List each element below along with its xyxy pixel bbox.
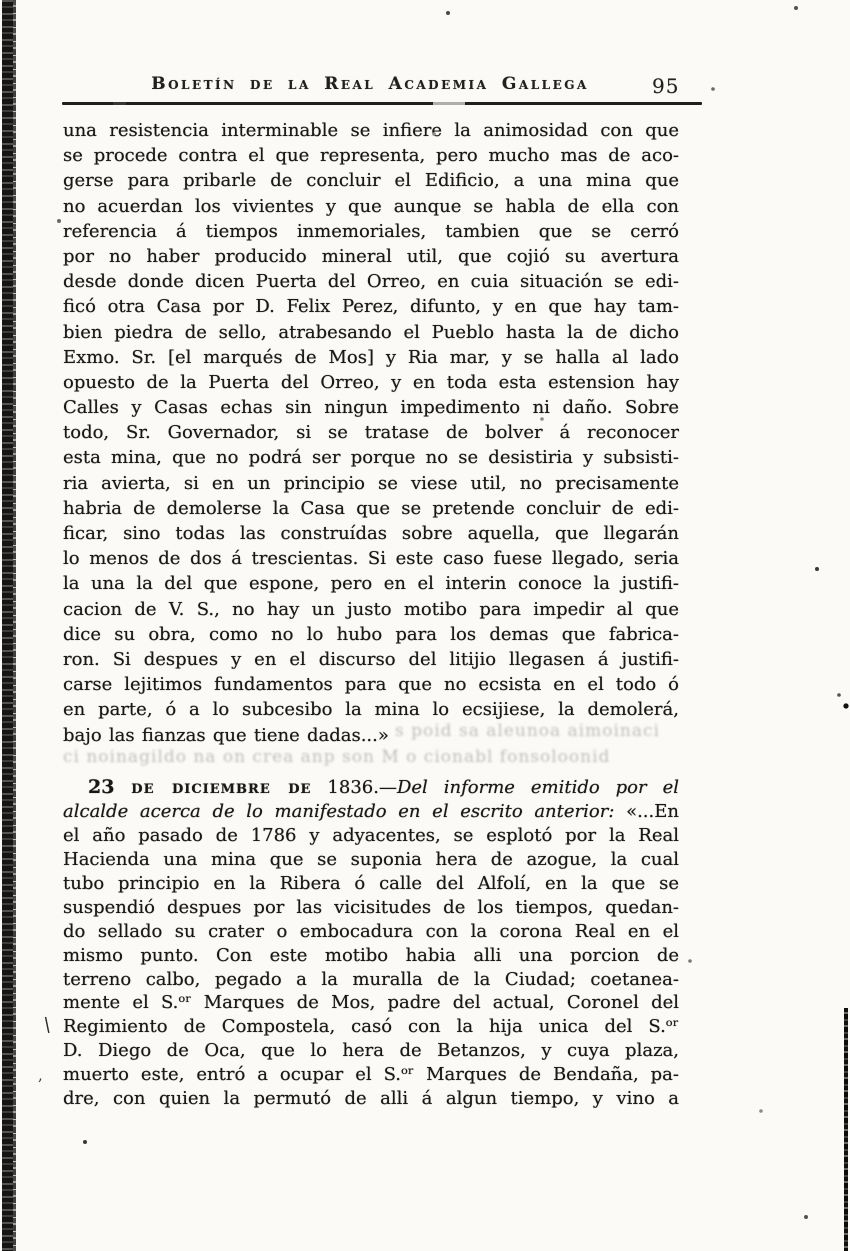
text-segment: carse lejitimos fundamentos para que no ecsista en el todo ó xyxy=(63,674,679,696)
text-line xyxy=(63,395,679,420)
text-segment: bajo las fianzas que tiene dadas...» xyxy=(63,724,389,746)
text-segment: 1836.— xyxy=(311,777,397,798)
text-segment: dice su obra, como no lo hubo para los demas que fabrica- xyxy=(63,623,679,645)
text-segment: se procede contra el que representa, pero mucho mas de aco- xyxy=(63,145,679,167)
text-segment: Exmo. Sr. [el marqués de Mos] y Ria mar, y se halla al lado xyxy=(63,346,679,368)
text-line xyxy=(63,597,679,622)
text-segment: Del informe emitido por el xyxy=(396,777,679,798)
text-segment: ficar, sino todas las construídas sobre aquella, que llegarán xyxy=(63,523,679,544)
text-segment: una resistencia interminable se infiere la animosidad con que xyxy=(63,120,679,141)
page-number: 95 xyxy=(652,74,680,98)
text-line xyxy=(63,345,679,370)
text-segment: Calles y Casas echas sin ningun impedimento ni daño. Sobre xyxy=(63,397,679,419)
text-line xyxy=(63,118,679,143)
paragraph-1 xyxy=(63,118,679,748)
text-segment: todo, Sr. Governador, si se tratase de bolver á reconocer xyxy=(63,422,679,444)
text-segment: esta mina, que no podrá ser porque no se desistiria y subsisti- xyxy=(63,447,679,469)
text-segment: cacion de V. S., no hay un justo motibo para impedir al que xyxy=(63,598,679,620)
text-line xyxy=(63,294,679,319)
header-rule xyxy=(62,102,702,105)
text-segment: bien piedra de sello, atrabesando el Pueblo hasta la de dicho xyxy=(63,321,679,343)
text-line xyxy=(63,800,679,824)
text-line xyxy=(63,1015,679,1039)
text-line xyxy=(63,168,679,193)
text-segment: en parte, ó a lo subcesibo la mina lo ecsijiese, la demolerá, xyxy=(63,699,679,721)
text-line xyxy=(63,920,679,944)
text-line xyxy=(63,697,679,722)
text-segment: por no haber producido mineral util, que cojió su avertura xyxy=(63,245,679,267)
text-line xyxy=(63,571,679,596)
text-segment: muerto este, entró a ocupar el S.ᵒʳ Marques de Bendaña, pa- xyxy=(63,1064,679,1086)
text-line xyxy=(63,496,679,521)
text-line xyxy=(63,320,679,345)
text-line xyxy=(63,991,679,1015)
text-line xyxy=(63,445,679,470)
stray-speck-mark: , xyxy=(38,1066,43,1084)
text-line xyxy=(63,776,679,800)
text-line xyxy=(63,647,679,672)
text-line xyxy=(63,1087,679,1111)
text-line xyxy=(63,420,679,445)
text-line xyxy=(63,370,679,395)
text-line xyxy=(63,872,679,896)
text-segment: ron. Si despues y en el discurso del litijio llegasen á justifi- xyxy=(63,648,679,670)
journal-title: Boletín de la Real Academia Gallega xyxy=(151,74,589,94)
text-line xyxy=(63,672,679,697)
text-segment: ria avierta, si en un principio se viese util, no precisamente xyxy=(63,472,679,494)
text-segment: de diciembre de xyxy=(131,777,312,798)
text-segment: Hacienda una mina que se suponia hera de azogue, la cual xyxy=(63,848,679,870)
text-line xyxy=(63,896,679,920)
text-line xyxy=(63,848,679,872)
text-segment: gerse para pribarle de concluir el Edificio, a una mina que xyxy=(63,170,679,192)
text-line xyxy=(63,1063,679,1087)
paragraph-2 xyxy=(63,776,679,1111)
text-segment: Regimiento de Compostela, casó con la hija unica del S.ᵒʳ xyxy=(63,1016,679,1038)
text-line xyxy=(63,219,679,244)
text-segment: lo menos de dos á trescientas. Si este caso fuese llegado, seria xyxy=(63,548,679,570)
bleedthrough-text-a: s poid sa aleunoa aimoinaci xyxy=(395,721,660,741)
text-line xyxy=(63,1039,679,1063)
scan-speckles xyxy=(0,0,2,2)
text-line xyxy=(63,244,679,269)
stray-pen-mark: \ xyxy=(42,1013,52,1037)
text-line xyxy=(63,944,679,968)
text-line xyxy=(63,143,679,168)
text-segment: do sellado su crater o embocadura con la corona Real en el xyxy=(63,920,679,942)
text-segment: ficó otra Casa por D. Felix Perez, difunto, y en que hay tam- xyxy=(63,296,679,318)
text-segment: opuesto de la Puerta del Orreo, y en toda esta estension hay xyxy=(63,371,679,393)
text-segment: terreno calbo, pegado a la muralla de la Ciudad; coetanea- xyxy=(63,968,679,990)
text-segment: 23 xyxy=(88,776,132,798)
gutter-edge-line xyxy=(13,0,16,1251)
text-line xyxy=(63,521,679,546)
text-line xyxy=(63,622,679,647)
text-segment: tubo principio en la Ribera ó calle del Alfolí, en la que se xyxy=(63,872,679,894)
text-line xyxy=(63,194,679,219)
text-segment: mismo punto. Con este motibo habia alli una porcion de xyxy=(63,944,679,966)
gutter-dark-band xyxy=(2,0,13,1251)
text-segment: referencia á tiempos inmemoriales, tambien que se cerró xyxy=(63,220,679,242)
text-line xyxy=(63,546,679,571)
text-segment: suspendió despues por las vicisitudes de los tiempos, quedan- xyxy=(63,896,679,918)
text-segment: alcalde acerca de lo manifestado en el escrito anterior: xyxy=(63,800,615,822)
running-header xyxy=(0,74,850,102)
text-segment: habria de demolerse la Casa que se pretende concluir de edi- xyxy=(63,497,679,519)
text-segment: mente el S.ᵒʳ Marques de Mos, padre del actual, Coronel del xyxy=(63,992,679,1014)
text-segment: «...En xyxy=(614,800,679,822)
text-segment: la una la del que espone, pero en el interin conoce la justifi- xyxy=(63,573,679,595)
text-segment: el año pasado de 1786 y adyacentes, se esplotó por la Real xyxy=(63,824,679,846)
text-segment: dre, con quien la permutó de alli á algun tiempo, y vino a xyxy=(63,1088,679,1110)
text-segment: D. Diego de Oca, que lo hera de Betanzos, y cuya plaza, xyxy=(63,1040,679,1062)
text-segment: desde donde dicen Puerta del Orreo, en cuia situación se edi- xyxy=(63,271,679,293)
text-line xyxy=(63,824,679,848)
text-line xyxy=(63,968,679,992)
text-segment: no acuerdan los vivientes y que aunque se habla de ella con xyxy=(63,195,679,217)
scan-edge-line xyxy=(844,1008,848,1251)
bleedthrough-text-b: ci noinagildo na on crea anp son M o cionabl fonsoloonid xyxy=(63,747,611,767)
text-line xyxy=(63,269,679,294)
scan-gutter-shadow xyxy=(0,0,18,1251)
text-line xyxy=(63,471,679,496)
